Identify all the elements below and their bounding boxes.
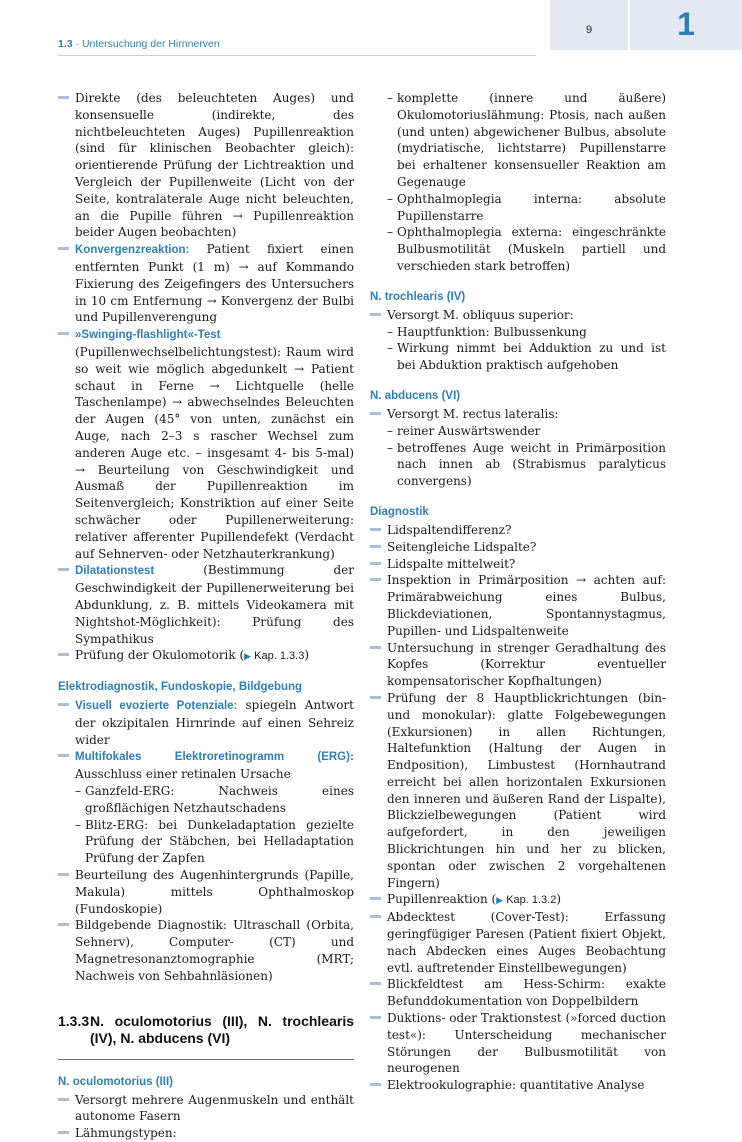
section-title: N. oculomotorius (III), N. trochlearis (IV), N. abducens (VI) [90, 1012, 354, 1046]
term-vep: Visuell evozierte Potenziale: [75, 700, 238, 713]
cross-reference-link[interactable]: ▶ Kap. 1.3.3 [244, 650, 305, 663]
subheading-abducens: N. abducens (VI) [370, 389, 461, 402]
dash-icon: – [387, 91, 393, 105]
left-column [58, 90, 354, 1142]
page-number: 9 [585, 24, 593, 36]
list-item: Lidspaltendifferenz? [370, 522, 666, 539]
sub-list-item: – Ganzfeld-ERG: Nachweis eines großflächigen Netzhautschadens [75, 784, 354, 815]
list-item: Versorgt M. rectus lateralis: [370, 406, 666, 423]
sub-list-item: – Blitz-ERG: bei Dunkeladaptation gezielte Prüfung der Stäbchen, bei Helladaptation Prüfung der Zapfen [75, 817, 354, 866]
list-item: Abdecktest (Cover-Test): Erfassung geringfügiger Paresen (Patient fixiert Objekt, nach Abdecken eines Auges Beobachtung evtl. auftretender Einstellbewegungen) [370, 909, 666, 976]
list-item: Direkte (des beleuchteten Auges) und konsensuelle (indirekte, des nichtbeleuchteten Auges) Pupillenreaktion (sind für klinischen Beobachter gleich): orientierende Prüfung der Lichtreaktion und Vergleich der Pupillenweite (Licht von der Seite, kontralaterale Auge nicht beleuchten, an die Pupille führen → Pupillenreaktion beider Augen beobachten) [58, 90, 354, 241]
right-column [370, 90, 666, 1094]
list-item: Dilatationstest (Bestimmung der Geschwindigkeit der Pupillenerweiterung bei Abdunklung, z. B. mittels Videokamera mit Nightshot-Möglichkeit): Prüfung des Sympathikus [58, 562, 354, 647]
list-item: Beurteilung des Augenhintergrunds (Papille, Makula) mittels Ophthalmoskop (Fundoskopie) [58, 867, 354, 917]
term-swinging-flashlight: »Swinging-flashlight«-Test [75, 329, 221, 342]
list-item: Prüfung der Okulomotorik (▶ Kap. 1.3.3) [58, 647, 354, 665]
dash-icon: – [75, 817, 81, 832]
running-head-number: 1.3 [58, 38, 73, 50]
list-item: Pupillenreaktion (▶ Kap. 1.3.2) [370, 891, 666, 909]
triangle-right-icon: ▶ [496, 895, 504, 906]
list-item: Versorgt mehrere Augenmuskeln und enthält autonome Fasern [58, 1092, 354, 1126]
sub-list-item: – reiner Auswärtswender [387, 423, 541, 438]
subheading-oculomotorius: N. oculomotorius (III) [58, 1075, 173, 1088]
list-item: Visuell evozierte Potenziale: spiegeln Antwort der okzipitalen Hirnrinde auf einen Sehreiz wider [58, 697, 354, 748]
sub-list-item: – betroffenes Auge weicht in Primärposition nach innen ab (Strabismus paralyticus convergens) [387, 440, 666, 489]
list-item: Prüfung der 8 Hauptblickrichtungen (bin- und monokular): glatte Folgebewegungen (Exkursionen) in allen Richtungen, Haltefunktion (Haltung der Augen in Endposition), Limbustest (Hornhautrand erreicht bei allen horizontalen Exkursionen den inneren und äußeren Rand der Lispalte), Blickzielbewegungen (Patient wird aufgefordert, in den jeweiligen Blickrichtungen hin und her zu blicken, spontan oder zwischen 2 vorgehaltenen Fingern) [370, 690, 666, 892]
sub-list-item: – Ophthalmoplegia externa: eingeschränkte Bulbusmotilität (Muskeln partiell und verschieden stark betroffen) [387, 225, 666, 273]
list-item: Multifokales Elektroretinogramm (ERG): Ausschluss einer retinalen Ursache [58, 748, 354, 783]
triangle-right-icon: ▶ [244, 651, 252, 662]
dash-icon: – [387, 225, 393, 240]
list-item: Elektrookulographie: quantitative Analyse [370, 1077, 666, 1094]
header-rule [58, 55, 536, 56]
section-heading [58, 1013, 354, 1047]
list-item: Lähmungstypen: [58, 1125, 354, 1142]
list-item: Untersuchung in strenger Geradhaltung des Kopfes (Korrektur eventueller kompensatorischer Kopfhaltungen) [370, 640, 666, 690]
dash-icon: – [387, 341, 393, 356]
term-konvergenz: Konvergenzreaktion: [75, 244, 190, 257]
chapter-number: 1 [677, 6, 695, 42]
sub-list-item: – Hauptfunktion: Bulbussenkung [387, 324, 587, 339]
subheading-trochlearis: N. trochlearis (IV) [370, 290, 466, 303]
dash-icon: – [75, 784, 81, 799]
cross-reference-link[interactable]: ▶ Kap. 1.3.2 [496, 894, 557, 907]
list-item: Duktions- oder Traktionstest (»forced duction test«): Unterscheidung mechanischer Störungen der Bulbusmotilität von neurogenen [370, 1010, 666, 1077]
section-number: 1.3.3 [58, 1012, 90, 1029]
dash-icon: – [387, 423, 393, 438]
section-rule [58, 1059, 354, 1060]
list-item: »Swinging-flashlight«-Test (Pupillenwechselbelichtungstest): Raum wird so weit wie möglich abgedunkelt → Patient schaut in Ferne → Lichtquelle (helle Taschenlampe) → abwechselndes Beleuchten der Augen (45° von unten, zunächst ein Auge, nach 2–3 s rascher Wechsel zum anderen Auge etc. – insgesamt 4- bis 5-mal) → Beurteilung von Geschwindigkeit und Ausmaß der Pupillenreaktion im Seitenvergleich; Konstriktion auf einer Seite schwächer oder Pupillenerweiterung: relativer afferenter Pupillendefekt (Verdacht auf Sehnerven- oder Netzhauterkrankung) [58, 326, 354, 562]
term-erg: Multifokales Elektroretinogramm (ERG) [75, 751, 350, 764]
dash-icon: – [387, 440, 393, 455]
list-item: Versorgt M. obliquus superior: [370, 307, 666, 324]
dash-icon: – [387, 191, 393, 206]
page-header [0, 0, 742, 56]
sub-list-item: – Wirkung nimmt bei Adduktion zu und ist bei Abduktion praktisch aufgehoben [387, 341, 666, 373]
subheading-diagnostik: Diagnostik [370, 505, 429, 518]
list-item: Bildgebende Diagnostik: Ultraschall (Orbita, Sehnerv), Computer- (CT) und Magnetresonanztomographie (MRT; Nachweis von Sehbahnläsionen) [58, 917, 354, 984]
list-item: Blickfeldtest am Hess-Schirm: exakte Befunddokumentation von Doppelbildern [370, 976, 666, 1010]
sub-list-item: – komplette (innere und äußere) Okulomotoriuslähmung: Ptosis, nach außen (und unten) abgewichener Bulbus, absolute (mydriatische, lichtstarre) Pupillenstarre bei erhaltener konsensueller Reaktion am Gegenauge [387, 91, 666, 189]
list-item: Inspektion in Primärposition → achten auf: Primärabweichung eines Bulbus, Blickdeviationen, Spontannystagmus, Pupillen- und Lidspaltenweite [370, 572, 666, 639]
list-item: Konvergenzreaktion: Patient fixiert einen entfernten Punkt (1 m) → auf Kommando Fixierung des Zeigefingers des Untersuchers in 10 cm Entfernung → Konvergenz der Bulbi und Pupillenverengung [58, 241, 354, 326]
sub-list-item: – Ophthalmoplegia interna: absolute Pupillenstarre [387, 191, 666, 223]
term-dilatationstest: Dilatationstest [75, 565, 155, 578]
list-item: Seitengleiche Lidspalte? [370, 539, 666, 556]
dash-icon: – [387, 324, 393, 339]
subheading-elektrodiagnostik: Elektrodiagnostik, Fundoskopie, Bildgebung [58, 681, 303, 694]
running-head-title: · Untersuchung der Hirnnerven [72, 38, 220, 50]
running-head [58, 38, 220, 50]
list-item: Lidspalte mittelweit? [370, 556, 666, 573]
